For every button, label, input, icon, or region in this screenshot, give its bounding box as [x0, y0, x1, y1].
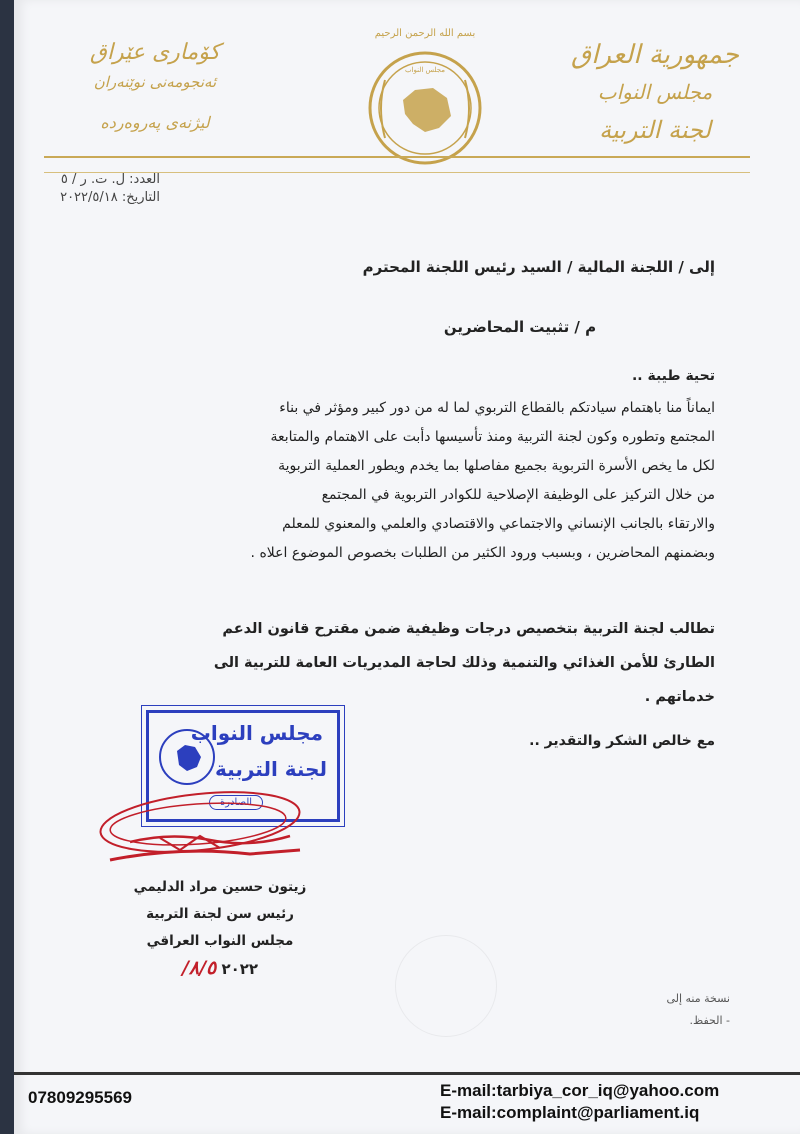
- stamp-committee: لجنة التربية: [215, 757, 327, 781]
- subject-line: م / تثبيت المحاضرين: [443, 318, 597, 336]
- closing-line: مع خالص الشكر والتقدير ..: [529, 733, 715, 749]
- reference-number: العدد: ل. ت. ر / ٥: [60, 172, 160, 187]
- copies-item: - الحفظ.: [689, 1014, 730, 1027]
- paragraph-line: من خلال التركيز على الوظيفة الإصلاحية للكوادر التربوية في المجتمع: [321, 487, 715, 503]
- committee-name-kurdish: لیژنەی پەروەردە: [100, 113, 210, 132]
- paragraph-line: لكل ما يخص الأسرة التربوية بجميع مفاصلها بما يخدم ويطور العملية التربوية: [278, 458, 715, 474]
- footer-phone: 07809295569: [28, 1088, 133, 1107]
- copies-label: نسخة منه إلى: [666, 992, 730, 1005]
- parliament-name-kurdish: ئەنجومەنی نوێنەران: [93, 73, 217, 91]
- demand-line: خدماتهم .: [644, 689, 715, 705]
- emblem-basmala: بسم الله الرحمن الرحيم: [374, 28, 476, 39]
- paragraph-line: والارتقاء بالجانب الإنساني والاجتماعي والاقتصادي والعلمي والمعنوي للمعلم: [282, 516, 715, 532]
- stamp-issued: الصادرة: [209, 795, 263, 810]
- signer-name: زيتون حسين مراد الدليمي: [133, 879, 307, 895]
- signer-title: رئيس سن لجنة التربية: [146, 906, 294, 922]
- letterhead-arabic: [540, 40, 770, 144]
- recipient-line: إلى / اللجنة المالية / السيد رئيس اللجنة المحترم: [362, 258, 715, 276]
- paragraph-line: ايماناً منا باهتمام سيادتكم بالقطاع التربوي لما له من دور كبير ومؤثر في بناء: [279, 400, 715, 416]
- paragraph-line: المجتمع وتطوره وكون لجنة التربية ومنذ تأسيسها دأبت على الاهتمام والمتابعة: [270, 429, 715, 445]
- header-divider: [44, 156, 750, 158]
- footer-email-parliament: E-mail:complaint@parliament.iq: [440, 1103, 700, 1122]
- parliament-emblem-icon: [355, 20, 495, 170]
- stamp-parliament: مجلس النواب: [190, 721, 323, 745]
- country-name-kurdish: كۆماری عێراق: [89, 40, 221, 65]
- demand-paragraph: [95, 612, 715, 714]
- body-paragraph: [95, 394, 715, 568]
- demand-line: تطالب لجنة التربية بتخصيص درجات وظيفية ضمن مقترح قانون الدعم: [222, 621, 715, 637]
- parliament-name: مجلس النواب: [597, 80, 713, 104]
- signer-organization: مجلس النواب العراقي: [146, 933, 294, 949]
- footer-emails: [440, 1080, 719, 1124]
- signature-icon: [90, 780, 330, 880]
- signature-date: [110, 955, 330, 983]
- copies-block: [640, 988, 730, 1032]
- footer-email-yahoo: E-mail:tarbiya_cor_iq@yahoo.com: [440, 1081, 720, 1100]
- demand-line: الطارئ للأمن الغذائي والتنمية وذلك لحاجة المديريات العامة للتربية الى: [213, 655, 715, 671]
- paragraph-line: وبضمنهم المحاضرين ، وبسبب ورود الكثير من الطلبات بخصوص الموضوع اعلاه .: [250, 545, 715, 561]
- emblem-label: مجلس النواب: [404, 66, 446, 74]
- greeting: تحية طيبة ..: [631, 368, 715, 384]
- signature-date-handwritten: ٨/٥/: [181, 957, 217, 979]
- reference-block: [50, 172, 160, 208]
- country-name: جمهورية العراق: [571, 40, 739, 70]
- footer-divider: [14, 1072, 800, 1075]
- letterhead-kurdish: [80, 40, 230, 132]
- desk-edge: [0, 0, 14, 1134]
- signer-block: [110, 874, 330, 983]
- signature-date-year: ٢٠٢٢: [221, 960, 259, 978]
- committee-name: لجنة التربية: [599, 116, 711, 144]
- faint-seal: [395, 935, 497, 1037]
- reference-date: التاريخ: ٢٠٢٢/٥/١٨: [60, 190, 160, 205]
